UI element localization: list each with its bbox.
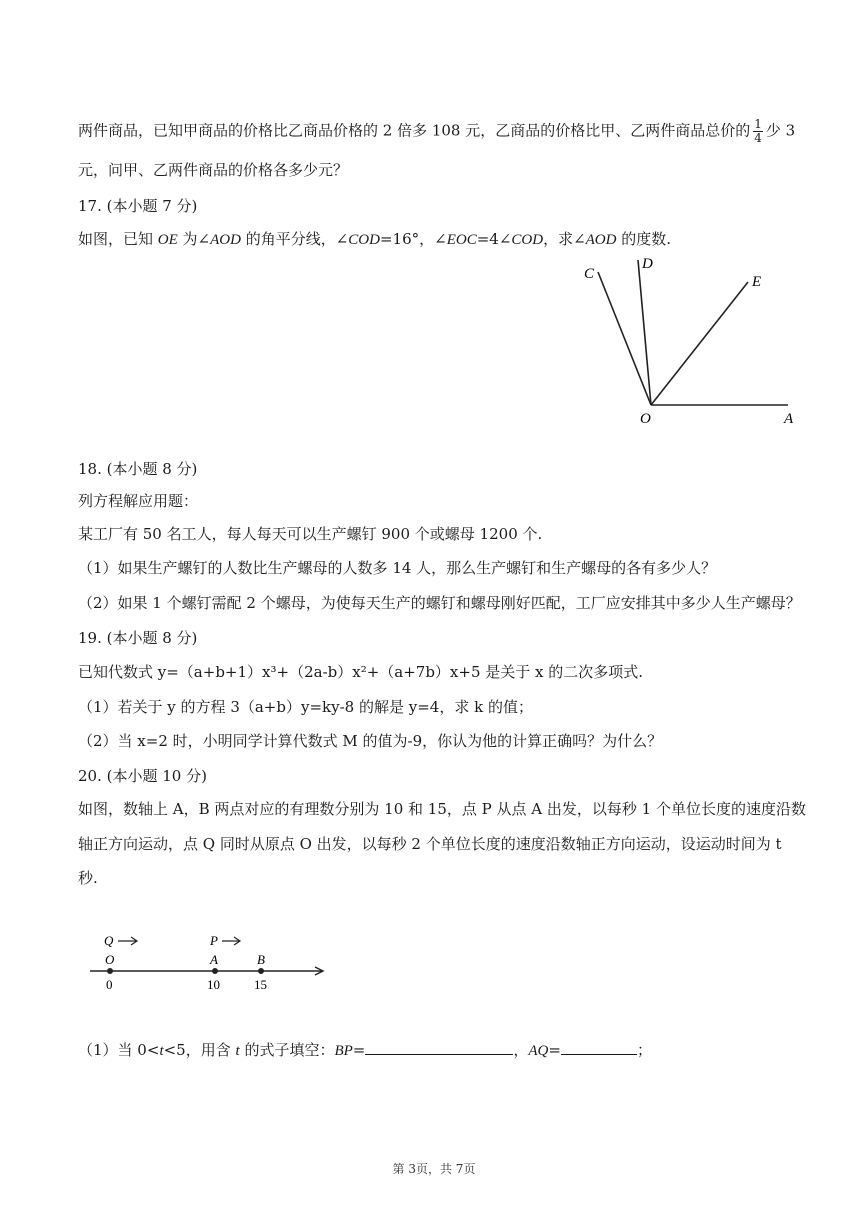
q18-stem: 某工厂有 50 名工人，每人每天可以生产螺钉 900 个或螺母 1200 个.	[78, 525, 543, 543]
q18-header: 18. (本小题 8 分)	[78, 460, 198, 478]
q18-part-1: （1）如果生产螺钉的人数比生产螺母的人数多 14 人，那么生产螺钉和生产螺母的各有多少人？	[78, 559, 717, 577]
q19-stem: 已知代数式 y=（a+b+1）x³+（2a-b）x²+（a+7b）x+5 是关于 x 的二次多项式.	[78, 663, 644, 681]
q17-text: 的度数.	[616, 230, 672, 248]
q20-part-1-text: （1）当 0<	[78, 1041, 160, 1059]
label-q: Q	[104, 933, 114, 948]
var-t: t	[235, 1043, 240, 1059]
q17-eoc: EOC	[446, 232, 477, 248]
aq-answer-blank[interactable]	[561, 1040, 637, 1055]
label-e: E	[752, 274, 762, 290]
tick-0: 0	[106, 977, 113, 992]
q19-part-1: （1）若关于 y 的方程 3（a+b）y=ky-8 的解是 y=4，求 k 的值；	[78, 698, 533, 716]
end-punctuation: ；	[636, 1041, 652, 1059]
fraction-numerator: 1	[754, 117, 762, 131]
label-a: A	[784, 411, 794, 427]
label-c: C	[584, 266, 595, 282]
tick-15: 15	[254, 977, 267, 992]
q17-aod: AOD	[210, 232, 241, 248]
q20-part-1-text: <5，用含	[163, 1041, 236, 1059]
var-t: t	[159, 1043, 164, 1059]
q16-line-1	[78, 118, 795, 145]
label-d: D	[642, 256, 653, 272]
q17-text: =4∠	[476, 230, 512, 248]
q17-cod: COD	[348, 232, 380, 248]
q17-header: 17. (本小题 7 分)	[78, 197, 198, 215]
label-b: B	[257, 952, 265, 967]
ray-oe	[651, 282, 748, 405]
q17-stem	[78, 229, 671, 250]
q20-stem-1: 如图，数轴上 A，B 两点对应的有理数分别为 10 和 15，点 P 从点 A 出发，以每秒 1 个单位长度的速度沿数	[78, 800, 806, 818]
q20-stem-3: 秒.	[78, 869, 98, 887]
q20-part-1	[78, 1040, 652, 1061]
q20-part-1-text: 的式子填空：	[239, 1041, 335, 1059]
number-line-figure	[84, 928, 344, 994]
point-o	[107, 968, 113, 974]
point-b	[258, 968, 264, 974]
q19-part-2: （2）当 x=2 时，小明同学计算代数式 M 的值为-9，你认为他的计算正确吗？为什么？	[78, 732, 663, 750]
q20-header: 20. (本小题 10 分)	[78, 767, 207, 785]
q18-part-2: （2）如果 1 个螺钉需配 2 个螺母，为使每天生产的螺钉和螺母刚好匹配，工厂应安排其中多少人生产螺母？	[78, 594, 801, 612]
q17-aod: AOD	[585, 232, 617, 248]
q17-text: 如图，已知	[78, 230, 158, 248]
separator: ，	[513, 1041, 529, 1059]
q17-text: ，求∠	[543, 230, 586, 248]
q20-stem-2: 轴正方向运动，点 Q 同时从原点 O 出发，以每秒 2 个单位长度的速度沿数轴正方向运动，设运动时间为 t	[78, 835, 782, 853]
label-p: P	[210, 933, 218, 948]
label-a: A	[210, 952, 218, 967]
point-a	[212, 968, 218, 974]
q19-header: 19. (本小题 8 分)	[78, 629, 198, 647]
page-footer: 第 3页，共 7页	[392, 1162, 476, 1176]
var-bp: BP	[334, 1043, 353, 1059]
ray-oc	[598, 272, 651, 405]
q17-oe: OE	[157, 232, 178, 248]
q17-text: 的角平分线，∠	[240, 230, 349, 248]
q18-intro: 列方程解应用题：	[78, 492, 199, 510]
label-o: O	[640, 411, 651, 427]
q17-cod: COD	[511, 232, 544, 248]
fraction-one-quarter	[753, 118, 763, 145]
q17-text: 为∠	[177, 230, 211, 248]
fraction-denominator: 4	[754, 131, 762, 145]
bp-answer-blank[interactable]	[365, 1040, 513, 1055]
var-aq: AQ	[528, 1043, 549, 1059]
ray-od	[638, 260, 651, 405]
angle-figure	[570, 250, 810, 430]
equals-sign: =	[352, 1041, 366, 1059]
q16-line-2: 元，问甲、乙两件商品的价格各多少元？	[78, 161, 349, 179]
equals-sign: =	[548, 1041, 561, 1059]
tick-10: 10	[207, 977, 220, 992]
q16-text-a: 两件商品，已知甲商品的价格比乙商品价格的 2 倍多 108 元，乙商品的价格比甲、乙两件商品总价的	[78, 121, 751, 140]
q16-text-b: 少 3	[765, 121, 796, 140]
q17-text: =16°，∠	[379, 230, 447, 248]
label-o: O	[105, 952, 115, 967]
